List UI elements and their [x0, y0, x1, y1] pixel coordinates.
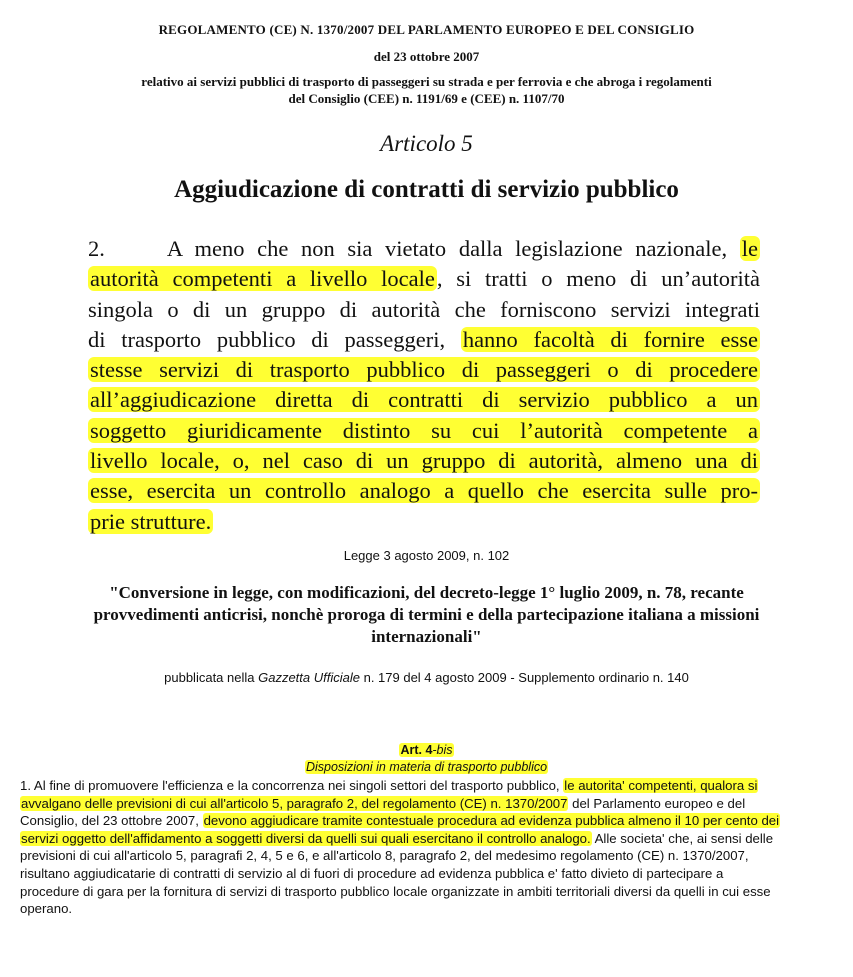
law-conversion-line: internazionali": [371, 627, 482, 646]
paragraph-line: [88, 507, 760, 537]
law-conversion-title: [40, 582, 813, 648]
paragraph-line: [88, 264, 760, 294]
body-line: [20, 812, 846, 830]
highlighted-text: esse, esercita un controllo analogo a quello che esercita sulle pro-: [90, 478, 758, 504]
highlighted-text: le autorita' competenti, qualora si: [564, 778, 758, 793]
text-run: pubblicata nella: [164, 670, 259, 685]
body-line: procedure di gara per la fornitura di servizi di trasporto pubblico locale organizzate in ambiti territoriali diversi da quelli in cui esse: [20, 883, 771, 899]
art4bis-label: [0, 743, 853, 757]
art4bis-subtitle: [0, 760, 853, 774]
regulation-title: REGOLAMENTO (CE) N. 1370/2007 DEL PARLAMENTO EUROPEO E DEL CONSIGLIO: [158, 22, 695, 37]
paragraph-line: singola o di un gruppo di autorità che forniscono servizi integrati: [88, 296, 760, 322]
text-run: del Parlamento europeo e del: [568, 795, 746, 811]
paragraph-line: [88, 385, 760, 415]
article-number: Articolo 5: [380, 131, 473, 156]
law-conversion-line: provvedimenti anticrisi, nonchè proroga di termini e della partecipazione italiana a missioni: [93, 605, 760, 624]
art4bis-body: [20, 777, 846, 918]
body-line: previsioni di cui all'articolo 5, paragrafi 2, 4, 5 e 6, e all'articolo 8, paragrafo 2, del medesimo regolamento (CE) n. 1370/2007,: [20, 848, 749, 864]
highlighted-text: soggetto giuridicamente distinto su cui l’autorità competente a: [90, 417, 758, 443]
art4bis-suffix: -bis: [432, 743, 453, 757]
highlighted-text: Disposizioni in materia di trasporto pubblico: [305, 760, 548, 774]
highlighted-text: le: [741, 236, 758, 261]
regulation-subject-line: relativo ai servizi pubblici di trasporto di passeggeri su strada e per ferrovia e che abroga i regolamenti: [141, 74, 712, 89]
paragraph-line: [88, 325, 760, 355]
regulation-subject-line: del Consiglio (CEE) n. 1191/69 e (CEE) n. 1107/70: [288, 91, 565, 106]
body-line: [20, 777, 846, 795]
paragraph-line: [88, 446, 760, 476]
gazette-name: Gazzetta Ufficiale: [258, 670, 360, 685]
regulation-subject: [0, 73, 853, 107]
highlighted-text: prie strutture.: [90, 508, 212, 534]
body-line: [20, 795, 846, 813]
text-run: di trasporto pubblico di passeggeri,: [88, 326, 446, 352]
highlighted-text: hanno facoltà di fornire esse: [462, 326, 758, 352]
highlighted-text: livello locale, o, nel caso di un gruppo di autorità, almeno una di: [90, 448, 758, 474]
article-heading: Aggiudicazione di contratti di servizio pubblico: [174, 176, 679, 203]
highlighted-text: devono aggiudicare tramite contestuale procedura ad evidenza pubblica almeno il 10 per cento dei: [203, 813, 780, 829]
highlighted-text: all’aggiudicazione diretta di contratti di servizio pubblico a un: [90, 387, 758, 413]
text-run: 2. A meno che non sia vietato dalla legislazione nazionale,: [88, 236, 728, 261]
body-line: operano.: [20, 901, 73, 917]
highlighted-text: stesse servizi di trasporto pubblico di passeggeri o di procedere: [90, 357, 758, 383]
art4bis-number: Art. 4: [400, 743, 433, 757]
law-conversion-line: "Conversione in legge, con modificazioni, del decreto-legge 1° luglio 2009, n. 78, recante: [109, 583, 744, 602]
law-publication: [0, 670, 853, 685]
paragraph-line: [88, 234, 760, 264]
highlighted-text: avvalgano delle previsioni di cui all'articolo 5, paragrafo 2, del regolamento (CE) n. 1370/2007: [21, 795, 568, 811]
highlighted-text: servizi oggetto dell'affidamento a soggetti diversi da quelli sui quali esercitano il controllo analogo.: [21, 830, 591, 846]
paragraph-line: [88, 416, 760, 446]
text-run: , si tratti o meno di un’autorità: [436, 266, 761, 292]
paragraph-line: [88, 476, 760, 506]
law-title: Legge 3 agosto 2009, n. 102: [343, 548, 510, 563]
highlighted-text: [399, 743, 453, 757]
text-run: Alle societa' che, ai sensi delle: [591, 830, 774, 846]
body-line: risultano aggiudicatarie di contratti di servizio al di fuori di procedure ad evidenza pubblica e' fatto divieto di partecipare a: [20, 865, 724, 881]
article-paragraph: [88, 234, 760, 537]
highlighted-text: autorità competenti a livello locale: [90, 266, 435, 292]
body-line: [20, 830, 846, 848]
text-run: 1. Al fine di promuovere l'efficienza e la concorrenza nei singoli settori del trasporto pubblico,: [20, 778, 564, 793]
text-run: n. 179 del 4 agosto 2009 - Supplemento ordinario n. 140: [359, 670, 689, 685]
text-run: Consiglio, del 23 ottobre 2007,: [20, 813, 203, 829]
regulation-date: del 23 ottobre 2007: [373, 49, 480, 64]
paragraph-line: [88, 355, 760, 385]
